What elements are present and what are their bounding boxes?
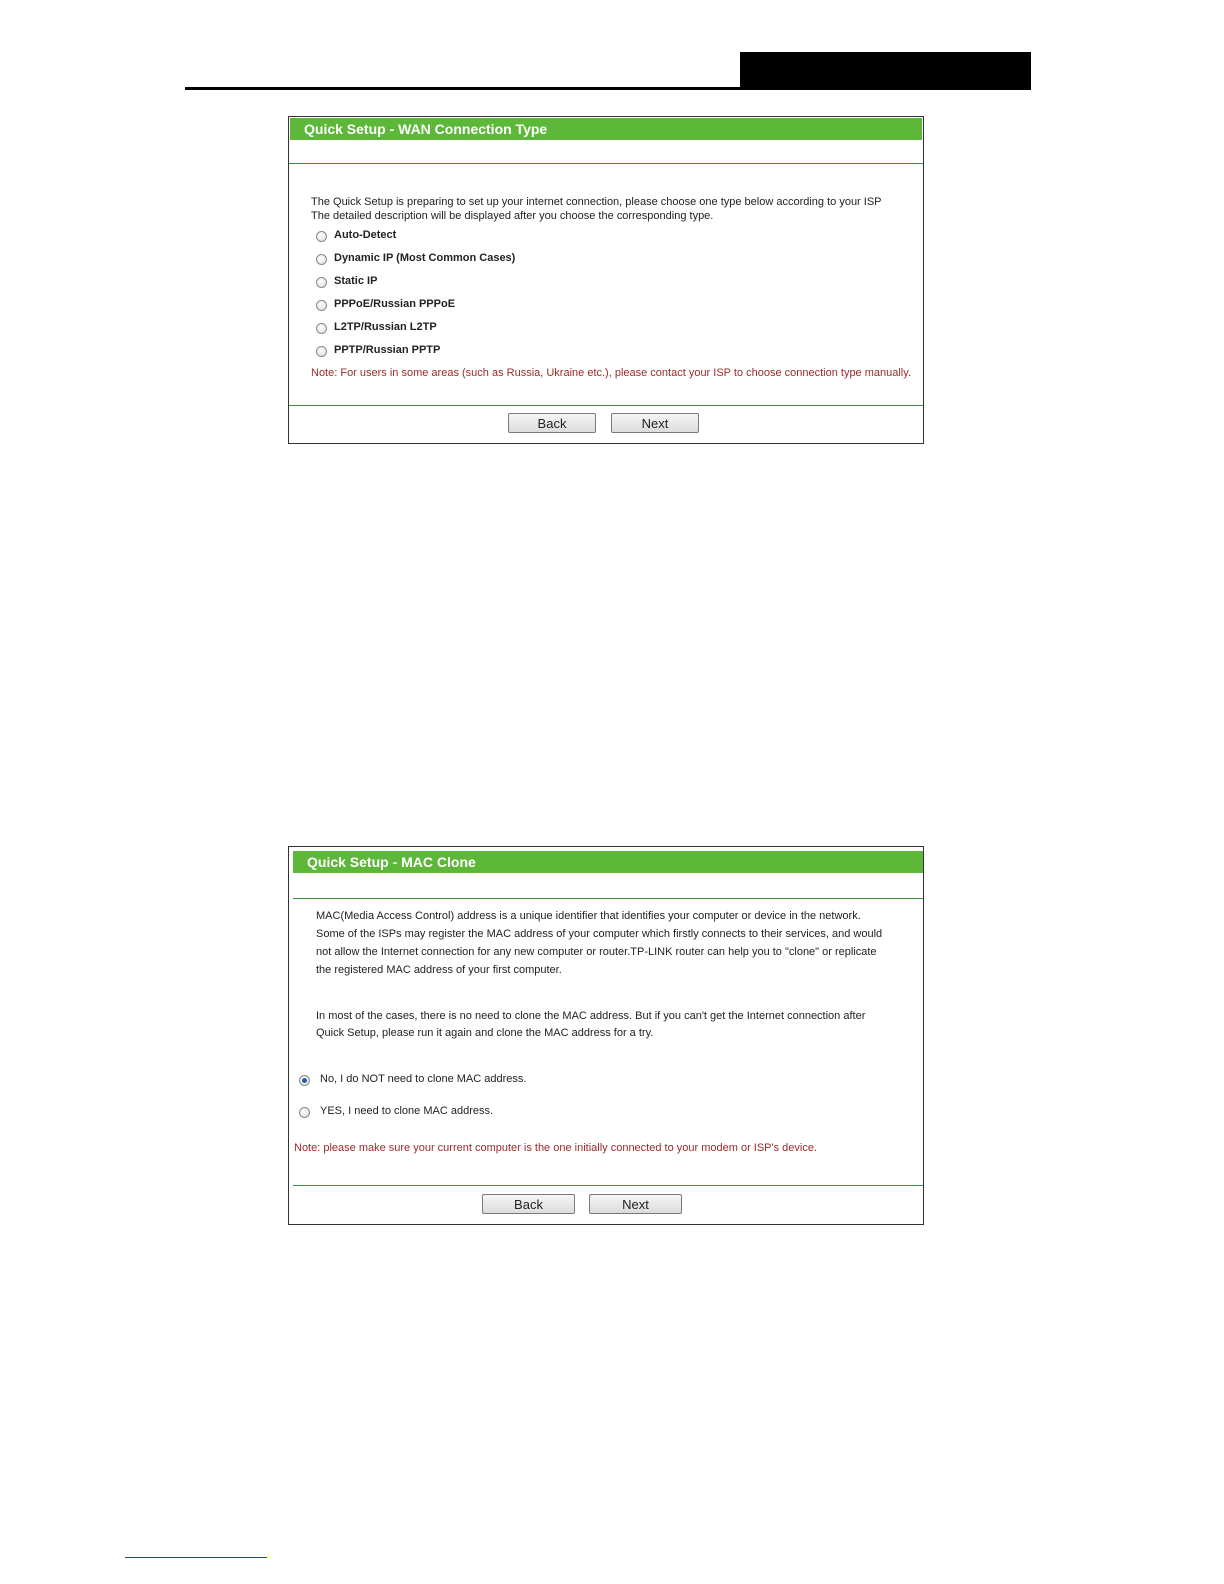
mac-para1-line2: Some of the ISPs may register the MAC address of your computer which firstly connects to their services, and would	[316, 928, 883, 940]
radio-pppoe[interactable]	[316, 300, 327, 311]
option-label: Auto-Detect	[334, 229, 397, 241]
radio-no-clone[interactable]	[299, 1075, 310, 1086]
wan-intro-line1: The Quick Setup is preparing to set up your internet connection, please choose one type below according to your ISP	[311, 196, 882, 208]
option-label: YES, I need to clone MAC address.	[320, 1105, 494, 1117]
wan-back-button[interactable]: Back	[508, 413, 596, 433]
mac-para1-line4: the registered MAC address of your first computer.	[316, 964, 562, 976]
mac-clone-panel	[288, 846, 924, 1225]
wan-next-button[interactable]: Next	[611, 413, 699, 433]
option-label: PPTP/Russian PPTP	[334, 344, 441, 356]
page-header-bar	[740, 52, 1031, 89]
radio-clone[interactable]	[299, 1107, 310, 1118]
radio-pptp[interactable]	[316, 346, 327, 357]
mac-para2-line1: In most of the cases, there is no need to clone the MAC address. But if you can't get the Internet connection after	[316, 1010, 866, 1022]
wan-top-divider	[289, 163, 923, 164]
footer-rule	[125, 1557, 267, 1558]
wan-intro-line2: The detailed description will be displayed after you choose the corresponding type.	[311, 210, 714, 222]
option-label: L2TP/Russian L2TP	[334, 321, 437, 333]
radio-static-ip[interactable]	[316, 277, 327, 288]
mac-top-divider	[293, 898, 923, 899]
wan-connection-panel	[288, 116, 924, 444]
mac-para1-line3: not allow the Internet connection for any new computer or router.TP-LINK router can help you to "clone" or replicate	[316, 946, 877, 958]
radio-dynamic-ip[interactable]	[316, 254, 327, 265]
option-label: No, I do NOT need to clone MAC address.	[320, 1073, 527, 1085]
mac-note: Note: please make sure your current computer is the one initially connected to your modem or ISP's device.	[294, 1142, 818, 1154]
option-label: Dynamic IP (Most Common Cases)	[334, 252, 516, 264]
option-label: PPPoE/Russian PPPoE	[334, 298, 456, 310]
radio-auto-detect[interactable]	[316, 231, 327, 242]
radio-l2tp[interactable]	[316, 323, 327, 334]
wan-panel-title: Quick Setup - WAN Connection Type	[290, 118, 922, 140]
mac-next-button[interactable]: Next	[589, 1194, 682, 1214]
page-header-rule	[185, 87, 1031, 90]
mac-para2-line2: Quick Setup, please run it again and clone the MAC address for a try.	[316, 1027, 654, 1039]
mac-panel-title: Quick Setup - MAC Clone	[293, 851, 923, 873]
wan-bottom-divider	[289, 405, 923, 406]
mac-bottom-divider	[293, 1185, 923, 1186]
wan-note: Note: For users in some areas (such as Russia, Ukraine etc.), please contact your ISP to choose connection type manually.	[311, 367, 911, 379]
option-label: Static IP	[334, 275, 378, 287]
mac-back-button[interactable]: Back	[482, 1194, 575, 1214]
mac-para1-line1: MAC(Media Access Control) address is a unique identifier that identifies your computer or device in the network.	[316, 910, 861, 922]
